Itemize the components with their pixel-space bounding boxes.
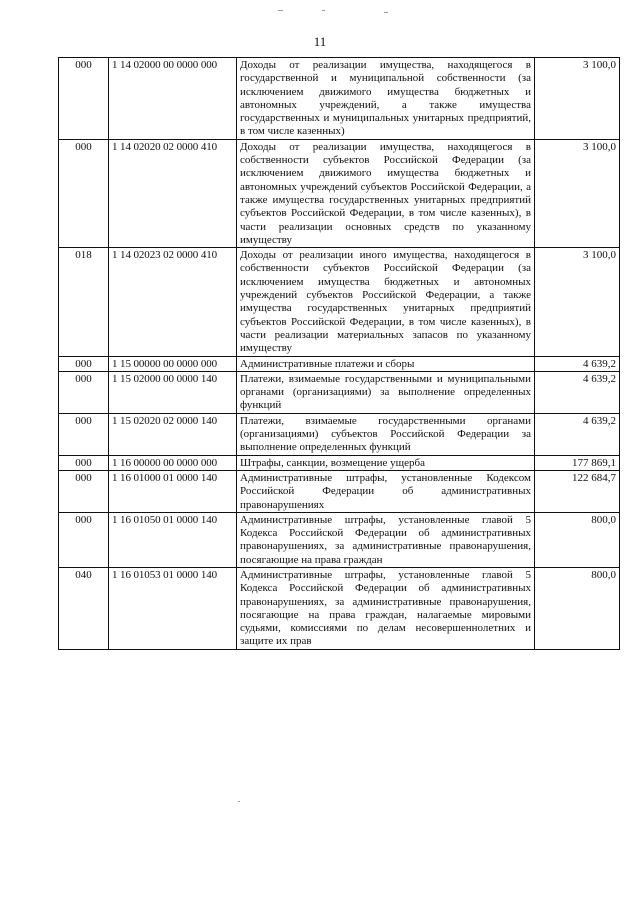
table-row (59, 356, 620, 371)
scan-artifact (278, 10, 283, 11)
budget-code-cell: 1 16 01000 01 0000 140 (109, 470, 237, 512)
budget-code-cell: 1 15 02000 00 0000 140 (109, 371, 237, 413)
budget-code-cell: 1 16 01053 01 0000 140 (109, 567, 237, 649)
revenue-name-cell: Платежи, взимаемые государственными и муниципальными органами (организациями) за выполнение определенных функций (237, 371, 535, 413)
admin-code-cell: 040 (59, 567, 109, 649)
budget-code-cell: 1 16 00000 00 0000 000 (109, 455, 237, 470)
amount-cell: 800,0 (535, 512, 620, 567)
revenue-table (58, 57, 620, 650)
amount-cell: 4 639,2 (535, 356, 620, 371)
scan-artifact (238, 801, 240, 802)
budget-code-cell: 1 14 02000 00 0000 000 (109, 58, 237, 140)
admin-code-cell: 000 (59, 455, 109, 470)
revenue-name-cell: Штрафы, санкции, возмещение ущерба (237, 455, 535, 470)
budget-code-cell: 1 16 01050 01 0000 140 (109, 512, 237, 567)
amount-cell: 3 100,0 (535, 139, 620, 247)
table-row (59, 139, 620, 247)
table-row (59, 248, 620, 356)
revenue-name-cell: Административные штрафы, установленные главой 5 Кодекса Российской Федерации об административных правонарушениях, за административные правонарушения, посягающие на права граждан (237, 512, 535, 567)
revenue-name-cell: Административные штрафы, установленные главой 5 Кодекса Российской Федерации об административных правонарушениях, за административные правонарушения, посягающие на права граждан, налагаемые мировыми судьями, комиссиями по делам несовершеннолетних и защите их прав (237, 567, 535, 649)
admin-code-cell: 000 (59, 470, 109, 512)
admin-code-cell: 000 (59, 58, 109, 140)
admin-code-cell: 000 (59, 371, 109, 413)
revenue-name-cell: Доходы от реализации имущества, находящегося в государственной и муниципальной собственности (за исключением движимого имущества бюджетных и автономных учреждений, а также имущества государственных и муниципальных унитарных предприятий, в том числе казенных) (237, 58, 535, 140)
budget-code-cell: 1 14 02023 02 0000 410 (109, 248, 237, 356)
amount-cell: 4 639,2 (535, 371, 620, 413)
table-row (59, 371, 620, 413)
revenue-name-cell: Доходы от реализации имущества, находящегося в собственности субъектов Российской Федерации (за исключением движимого имущества бюджетных и автономных учреждений субъектов Российской Федерации, а также имущества государственных унитарных предприятий субъектов Российской Федерации, в том числе казенных), в части реализации основных средств по указанному имуществу (237, 139, 535, 247)
table-row (59, 512, 620, 567)
amount-cell: 3 100,0 (535, 248, 620, 356)
table-row (59, 413, 620, 455)
revenue-name-cell: Доходы от реализации иного имущества, находящегося в собственности субъектов Российской Федерации (за исключением имущества бюджетных и автономных учреждений субъектов Российской Федерации, а также имущества государственных унитарных предприятий субъектов Российской Федерации, в том числе казенных), в части реализации материальных запасов по указанному имуществу (237, 248, 535, 356)
table-row (59, 470, 620, 512)
amount-cell: 800,0 (535, 567, 620, 649)
amount-cell: 3 100,0 (535, 58, 620, 140)
budget-code-cell: 1 14 02020 02 0000 410 (109, 139, 237, 247)
scan-artifact (322, 10, 325, 11)
amount-cell: 4 639,2 (535, 413, 620, 455)
amount-cell: 177 869,1 (535, 455, 620, 470)
revenue-name-cell: Административные платежи и сборы (237, 356, 535, 371)
budget-code-cell: 1 15 00000 00 0000 000 (109, 356, 237, 371)
revenue-name-cell: Административные штрафы, установленные Кодексом Российской Федерации об административных правонарушениях (237, 470, 535, 512)
revenue-name-cell: Платежи, взимаемые государственными органами (организациями) субъектов Российской Федерации за выполнение определенных функций (237, 413, 535, 455)
admin-code-cell: 000 (59, 512, 109, 567)
table-row (59, 455, 620, 470)
admin-code-cell: 018 (59, 248, 109, 356)
table-row (59, 58, 620, 140)
budget-code-cell: 1 15 02020 02 0000 140 (109, 413, 237, 455)
page-number: 11 (313, 34, 327, 49)
admin-code-cell: 000 (59, 356, 109, 371)
table-row (59, 567, 620, 649)
admin-code-cell: 000 (59, 413, 109, 455)
amount-cell: 122 684,7 (535, 470, 620, 512)
scan-artifact (384, 12, 388, 13)
admin-code-cell: 000 (59, 139, 109, 247)
